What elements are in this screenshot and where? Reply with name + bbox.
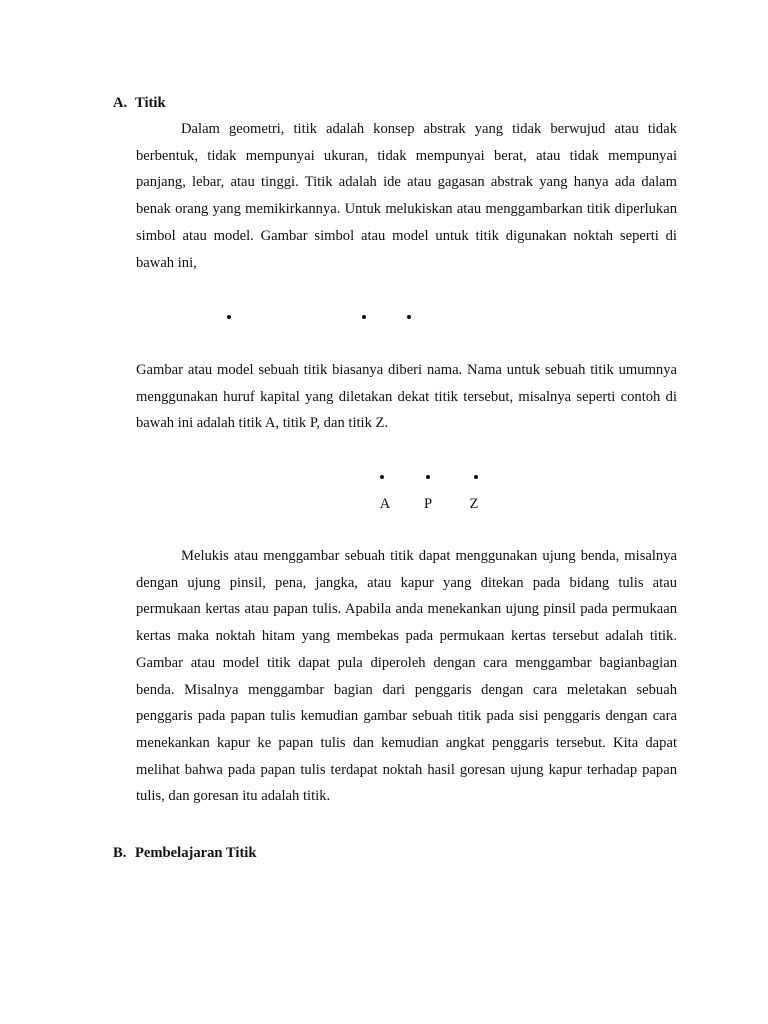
paragraph-2: Gambar atau model sebuah titik biasanya diberi nama. Nama untuk sebuah titik umumnya menggunakan huruf kapital yang diletakan dekat titik tersebut, misalnya seperti contoh di bawah ini adalah titik A, titik P, dan titik Z. — [136, 362, 677, 432]
section-a-number: A. — [113, 95, 128, 111]
section-a-title: Titik — [135, 95, 166, 111]
point-a-label: A — [379, 496, 391, 512]
example-point-1 — [227, 315, 231, 319]
section-b-title: Pembelajaran Titik — [135, 845, 257, 861]
point-p-dot — [426, 475, 430, 479]
section-b-heading — [113, 843, 256, 863]
paragraph-3: Melukis atau menggambar sebuah titik dapat menggunakan ujung benda, misalnya dengan ujung pinsil, pena, jangka, atau kapur yang ditekan pada bidang tulis atau permukaan kertas atau papan tulis. Apabila anda menekankan ujung pinsil pada permukaan kertas maka noktah hitam yang membekas pada permukaan kertas tersebut adalah titik. Gambar atau model titik dapat pula diperoleh dengan cara menggambar bagianbagian benda. Misalnya menggambar bagian dari penggaris dengan cara meletakan sebuah penggaris pada papan tulis kemudian gambar sebuah titik pada sisi penggaris dengan cara menekankan kapur ke papan tulis dan kemudian angkat penggaris tersebut. Kita dapat melihat bahwa pada papan tulis terdapat noktah hasil goresan ujung kapur terhadap papan tulis, dan goresan itu adalah titik. — [136, 548, 677, 805]
point-z-dot — [474, 475, 478, 479]
point-a-dot — [380, 475, 384, 479]
point-z-label: Z — [469, 496, 479, 512]
section-a-heading — [113, 93, 166, 113]
example-point-2 — [362, 315, 366, 319]
example-point-3 — [407, 315, 411, 319]
point-p-label: P — [423, 496, 433, 512]
section-b-number: B. — [113, 845, 127, 861]
paragraph-1: Dalam geometri, titik adalah konsep abstrak yang tidak berwujud atau tidak berbentuk, tidak mempunyai ukuran, tidak mempunyai berat, atau tidak mempunyai panjang, lebar, atau tinggi. Titik adalah ide atau gagasan abstrak yang hanya ada dalam benak orang yang memikirkannya. Untuk melukiskan atau menggambarkan titik diperlukan simbol atau model. Gambar simbol atau model untuk titik digunakan noktah seperti di bawah ini, — [136, 121, 677, 271]
